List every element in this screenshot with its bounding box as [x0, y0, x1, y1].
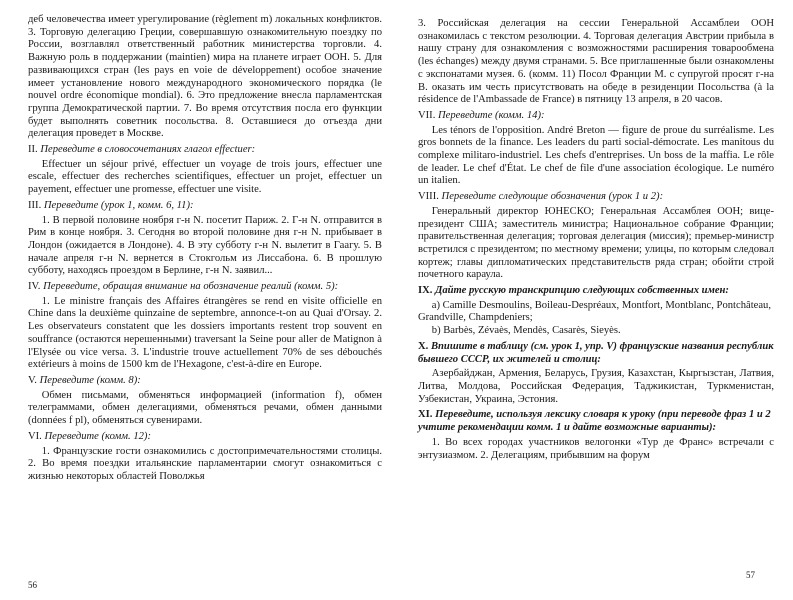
exercise-instruction: Переведите (урок 1, комм. 6, 11): [43, 199, 194, 211]
exercise-heading [418, 285, 774, 298]
exercise-body: 1. В первой половине ноября г-н N. посетит Париж. 2. Г-н N. отправится в Рим в конце ноября. 3. Сегодня во второй половине дня г-н N. прибывает в Лондон (ожидается в Лондоне). 4. В эту субботу г-н N. вылетит в Гаагу. 5. В начале апреля г-н N. вернется в Стокгольм из Лиссабона. 6. В прошлую субботу, находясь проездом в Берлине, г-н N. заявил... [28, 214, 382, 277]
exercise-heading [28, 431, 382, 444]
exercise-instruction: Переведите, используя лексику словаря к уроку (при переводе фраз 1 и 2 учтите рекомендации комм. 1 и дайте возможные варианты): [418, 409, 771, 434]
right-page-number: 57 [746, 570, 755, 580]
exercise-number: XI. [418, 409, 433, 421]
exercise-body: Les ténors de l'opposition. André Breton — figure de proue du surréalisme. Les gros bonnets de la finance. Les leaders du parti social-démocrate. Les manitous du complexe militaro-industriel. Les chefs d'entreprises. Un boss de la maffia. Le rôle de leader. Le chef d'État. Le chef de file d'une association écologique. Le numéro un italien. [418, 124, 774, 187]
exercise-heading [28, 200, 382, 213]
exercise-instruction: Дайте русскую транскрипцию следующих собственных имен: [435, 285, 729, 297]
exercise-number: VII. [418, 109, 436, 121]
exercise-instruction: Переведите (комм. 14): [438, 109, 545, 121]
exercise-body: Генеральный директор ЮНЕСКО; Генеральная Ассамблея ООН; вице-президент США; заместитель министра; Национальное собрание Франции; правительственная делегация; торговая делегация (миссия); премьер-министр встретился с президентом; по местному времени; улицы, по которым следовал кортеж; главы дипломатических представительств ряда стран; обойти строй почетного караула. [418, 205, 774, 281]
exercise-instruction: Переведите (комм. 8): [39, 374, 141, 386]
continued-paragraph: 3. Российская делегация на сессии Генеральной Ассамблеи ООН ознакомилась с текстом резолюции. 4. Торговая делегация Австрии прибыла в нашу страну для ознакомления с возможностями расширения товарообмена (les échanges) между двумя странами. 5. Все приглашенные были ознакомлены с экспонатами музея. 6. (комм. 11) Посол Франции М. с супругой просят г-на В. оказать им честь присутствовать на обеде в резиденции Посольства (à la résidence de l'Ambassade de France) в пятницу 13 апреля, в 20 часов. [418, 18, 775, 106]
exercise-heading [28, 144, 382, 157]
exercise-instruction: Переведите следующие обозначения (урок 1 и 2): [441, 191, 664, 203]
exercise-heading [418, 110, 774, 123]
exercise-number: VIII. [418, 191, 439, 203]
exercise-heading [28, 375, 382, 388]
exercise-heading [418, 191, 774, 204]
exercise-body: Обмен письмами, обменяться информацией (information f), обмен телеграммами, обмен делегациями, обменяться речами, обмен данными (données f pl), обменяться сувенирами. [28, 389, 382, 427]
exercise-instruction: Впишите в таблицу (см. урок 1, упр. V) французские названия республик бывшего СССР, их жителей и столиц: [418, 340, 774, 365]
exercise-heading [418, 341, 774, 366]
exercise-number: II. [28, 144, 38, 156]
exercise-instruction: Переведите, обращая внимание на обозначение реалий (комм. 5): [43, 281, 339, 293]
exercise-heading [418, 409, 774, 434]
right-page [418, 18, 774, 462]
exercise-body: Азербайджан, Армения, Беларусь, Грузия, Казахстан, Кыргызстан, Латвия, Литва, Молдова, Российская Федерация, Таджикистан, Туркменистан, Узбекистан, Украина, Эстония. [418, 368, 774, 405]
exercise-number: IV. [28, 281, 41, 293]
continued-paragraph: деб человечества имеет урегулирование (règlement m) локальных конфликтов. 3. Торговую делегацию Греции, совершавшую ознакомительную поездку по России, возглавлял ответственный работник министерства торговли. 4. Важную роль в поддержании (maintien) мира на планете играет ООН. 5. Для развивающихся стран (les pays en voie de développement) особое значение имеет установление нового международного экономического порядка (le nouvel ordre économique mondial). 6. Это предложение внесла парламентская группа Демократической партии. 7. Во время отсутствия посла его функции будет выполнять советник посольства. 8. Оставшиеся до отъезда дни делегация проведет в Москве. [28, 14, 382, 140]
exercise-number: VI. [28, 430, 42, 442]
left-page-number: 56 [28, 580, 37, 590]
exercise-body: 1. Le ministre français des Affaires étrangères se rend en visite officielle en Chine dans la deuxième quinzaine de septembre, annonce-t-on au Quai d'Orsay. 2. Les observateurs constatent que les dossiers importants restent trop souvent en souffrance (остаются нерешенными) traversant la Seine pour aller de Matignon à l'Elysée ou vice versa. 3. L'industrie trouve actuellement 70% de ses débouchés extérieurs à moins de 1500 km de l'Hexagone, c'est-à-dire en Europe. [28, 295, 382, 371]
exercise-heading [28, 281, 382, 294]
exercise-number: IX. [418, 285, 433, 297]
exercise-number: X. [418, 340, 429, 352]
left-page [28, 14, 382, 484]
exercise-body: a) Camille Desmoulins, Boileau-Despréaux, Montfort, Montblanc, Pontchâteau, Grandville, Champdeniers; [418, 299, 771, 324]
exercise-instruction: Переведите в словосочетаниях глагол effectuer: [40, 144, 256, 156]
exercise-body: Effectuer un séjour privé, effectuer un voyage de trois jours, effectuer une escale, effectuer des recherches scientifiques, effectuer un projet, effectuer un payement, effectuer une promesse, effectuer une visite. [28, 158, 382, 196]
exercise-number: V. [28, 374, 37, 386]
exercise-number: III. [28, 199, 42, 211]
exercise-body: 1. Французские гости ознакомились с достопримечательностями столицы. 2. Во время поездки итальянские парламентарии смогут ознакомиться с жизнью некоторых областей Поволжья [28, 445, 382, 482]
exercise-body: b) Barbès, Zévaès, Mendès, Casarès, Sieyès. [431, 325, 621, 337]
exercise-body: 1. Во всех городах участников велогонки «Тур де Франс» встречали с энтузиазмом. 2. Делегациям, прибывшим на форум [418, 436, 774, 461]
exercise-instruction: Переведите (комм. 12): [44, 430, 151, 442]
